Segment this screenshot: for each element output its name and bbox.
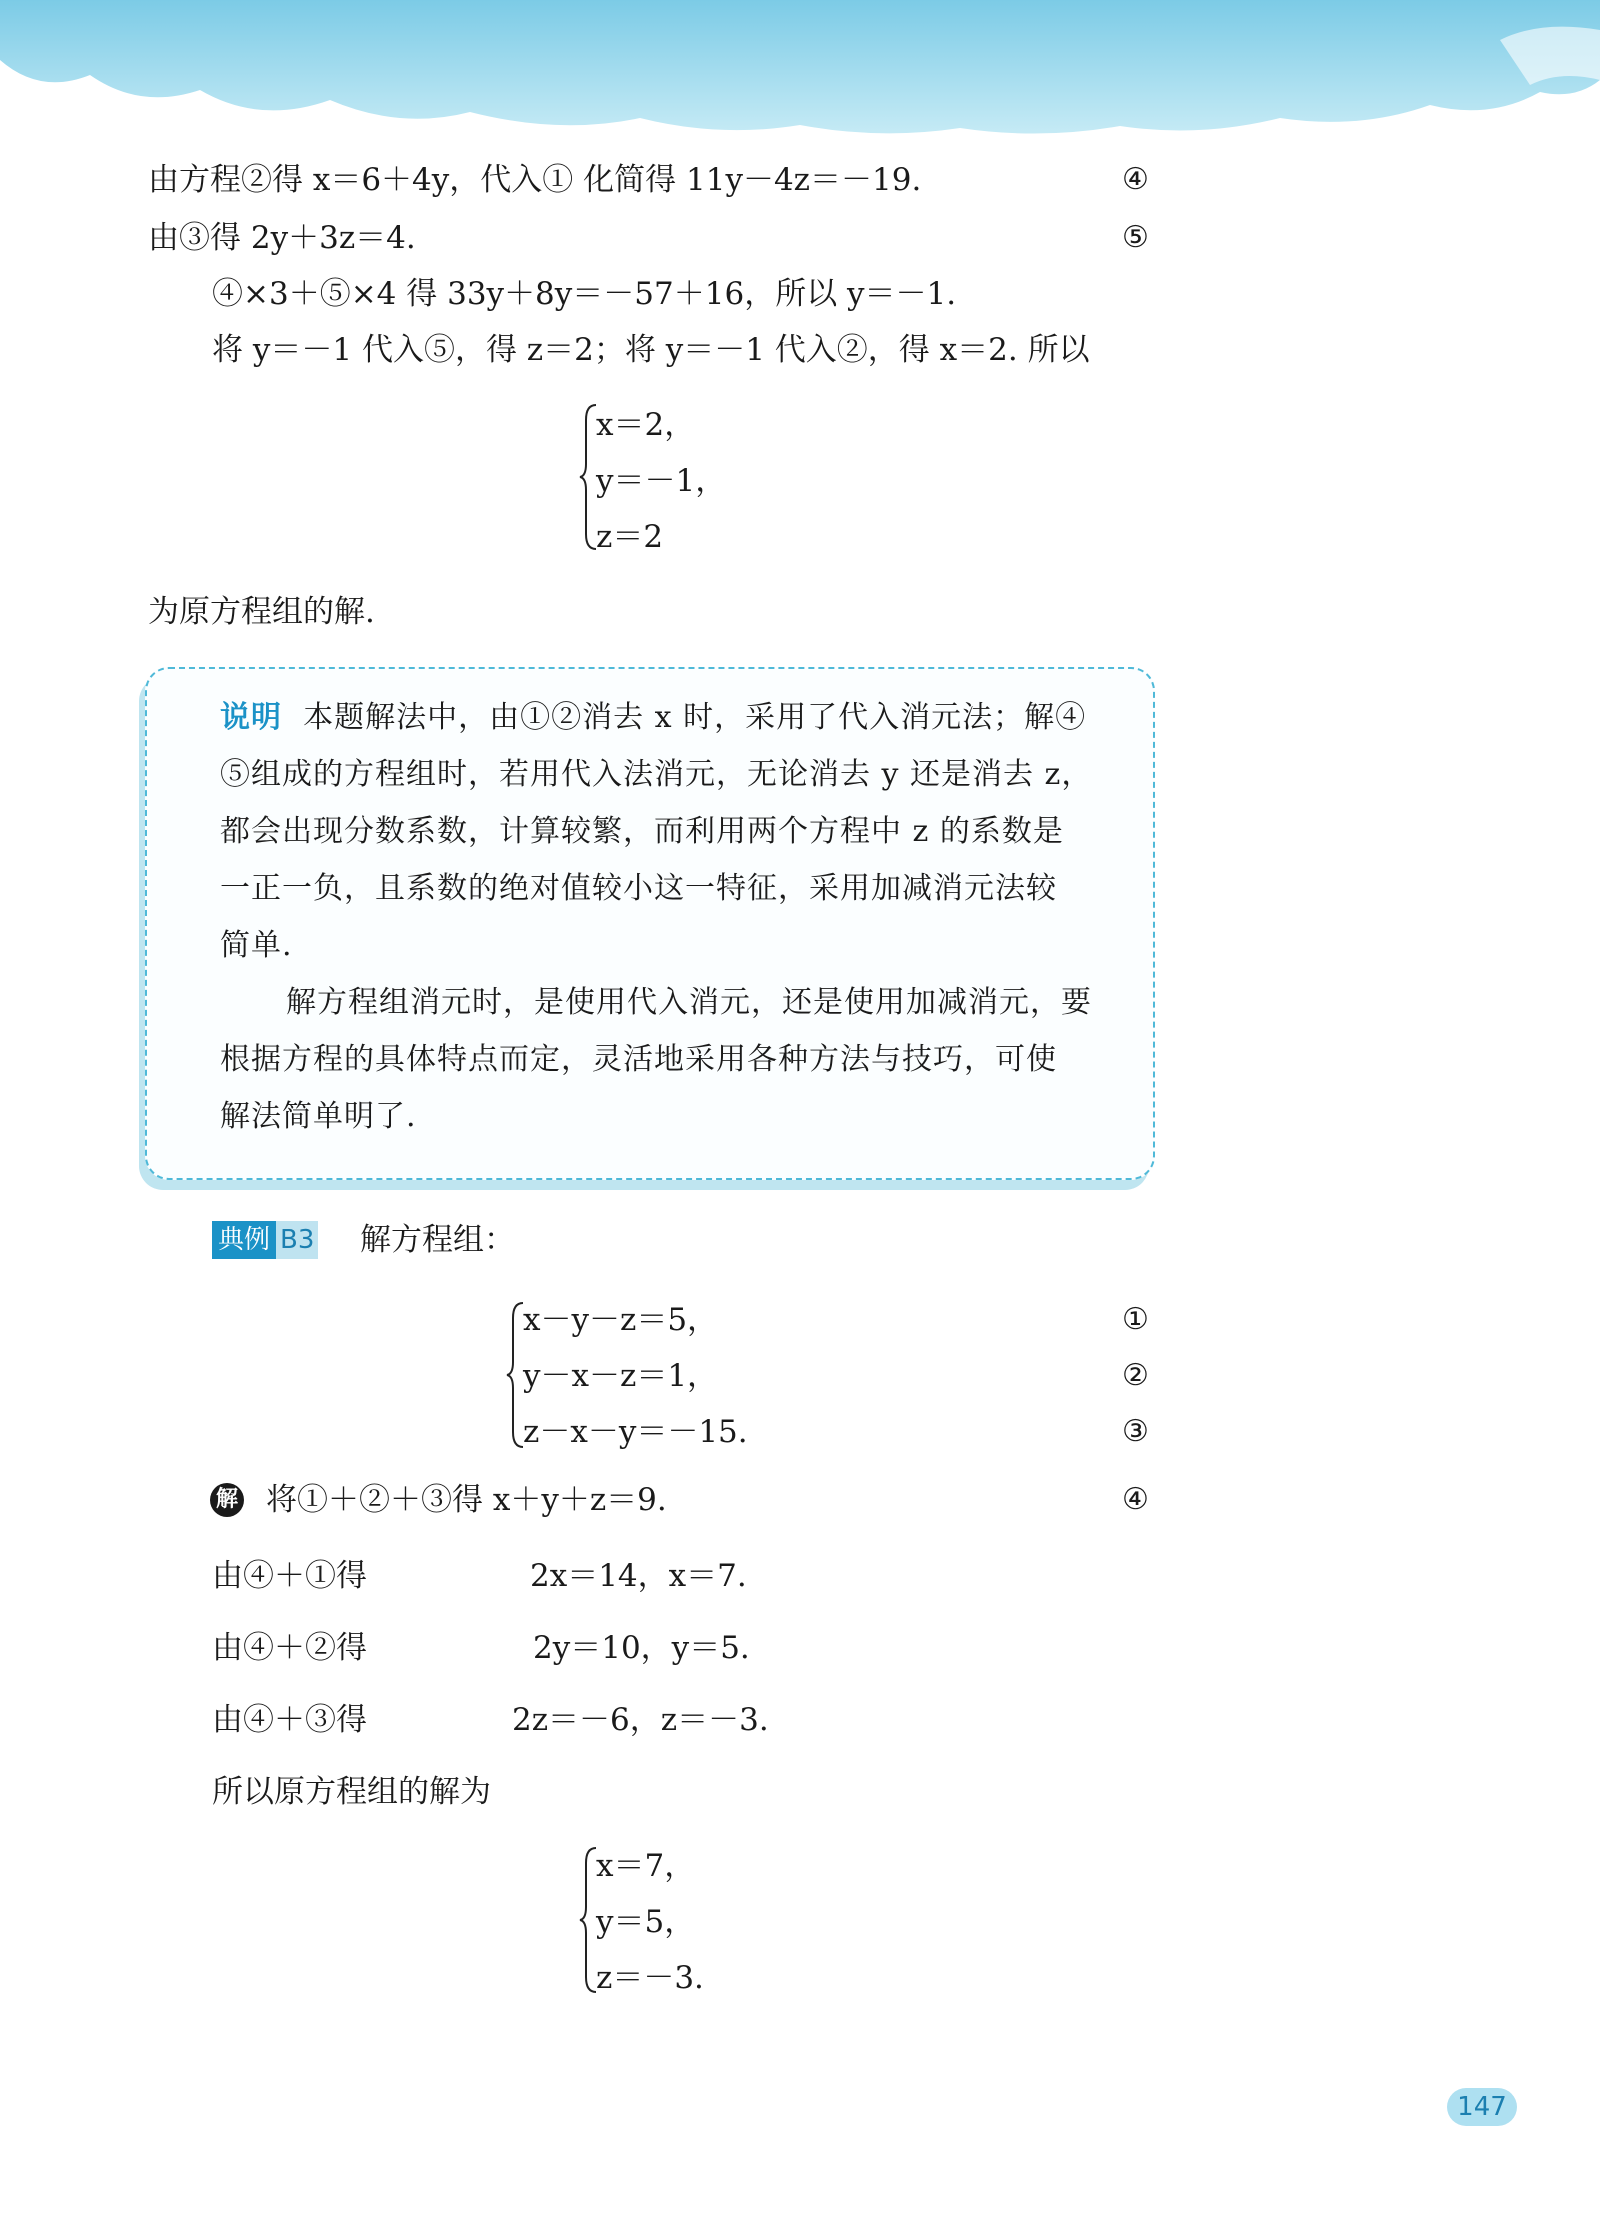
step-equation: 2x＝14，x＝7. xyxy=(530,1558,747,1594)
example-tag-main: 典例 xyxy=(212,1221,276,1259)
step-label: 由④＋②得 xyxy=(212,1630,367,1666)
example-system-line: y－x－z＝1， xyxy=(523,1358,719,1394)
derivation-line-2: 由③得 2y＋3z＝4. xyxy=(148,220,416,256)
note-line: 都会出现分数系数，计算较繁，而利用两个方程中 z 的系数是 xyxy=(220,814,1064,849)
note-line: 一正一负，且系数的绝对值较小这一特征，采用加减消元法较 xyxy=(220,871,1057,906)
solution-system-line: y＝－1， xyxy=(596,463,727,499)
solution-system-line: x＝2， xyxy=(596,407,696,443)
note-line xyxy=(220,698,1086,738)
solution-mark-icon: 解 xyxy=(210,1483,244,1517)
step-label: 由④＋③得 xyxy=(212,1702,367,1738)
answer-system-line: y＝5， xyxy=(596,1904,696,1940)
derivation-line-4: 将 y＝－1 代入⑤，得 z＝2；将 y＝－1 代入②，得 x＝2. 所以 xyxy=(212,332,1090,368)
answer-system-line: x＝7， xyxy=(596,1848,696,1884)
equation-number-3: ③ xyxy=(1122,1414,1149,1449)
equation-number-5: ⑤ xyxy=(1122,220,1149,255)
note-line: 简单. xyxy=(220,928,293,963)
note-line: ⑤组成的方程组时，若用代入法消元，无论消去 y 还是消去 z， xyxy=(220,757,1093,792)
answer-intro: 所以原方程组的解为 xyxy=(212,1774,491,1810)
example-system-line: x－y－z＝5， xyxy=(523,1302,719,1338)
step-equation: 2z＝－6，z＝－3. xyxy=(512,1702,769,1738)
example-prompt: 解方程组： xyxy=(360,1222,515,1258)
note-text: 本题解法中，由①②消去 x 时，采用了代入消元法；解④ xyxy=(303,700,1087,735)
conclusion-text: 为原方程组的解. xyxy=(148,594,375,630)
note-title: 说明 xyxy=(220,700,282,735)
example-tag-sub: B3 xyxy=(276,1221,318,1259)
page-number: 147 xyxy=(1447,2088,1517,2126)
solution-step-1: 将①＋②＋③得 x＋y＋z＝9. xyxy=(266,1482,667,1518)
note-line: 根据方程的具体特点而定，灵活地采用各种方法与技巧，可使 xyxy=(220,1042,1057,1077)
example-tag xyxy=(212,1221,318,1259)
solution-system-line: z＝2 xyxy=(596,519,664,555)
equation-number-2: ② xyxy=(1122,1358,1149,1393)
answer-system-line: z＝－3. xyxy=(596,1960,704,1996)
equation-number-1: ① xyxy=(1122,1302,1149,1337)
note-line: 解方程组消元时，是使用代入消元，还是使用加减消元，要 xyxy=(286,985,1092,1020)
derivation-line-3: ④×3＋⑤×4 得 33y＋8y＝－57＋16，所以 y＝－1. xyxy=(212,276,957,312)
step-equation: 2y＝10，y＝5. xyxy=(533,1630,750,1666)
equation-number-4: ④ xyxy=(1122,162,1149,197)
example-system-line: z－x－y＝－15. xyxy=(523,1414,748,1450)
header-cloud-banner xyxy=(0,0,1600,140)
step-label: 由④＋①得 xyxy=(212,1558,367,1594)
note-line: 解法简单明了. xyxy=(220,1099,417,1134)
equation-number-4: ④ xyxy=(1122,1482,1149,1517)
derivation-line-1: 由方程②得 x＝6＋4y，代入① 化简得 11y－4z＝－19. xyxy=(148,162,922,198)
